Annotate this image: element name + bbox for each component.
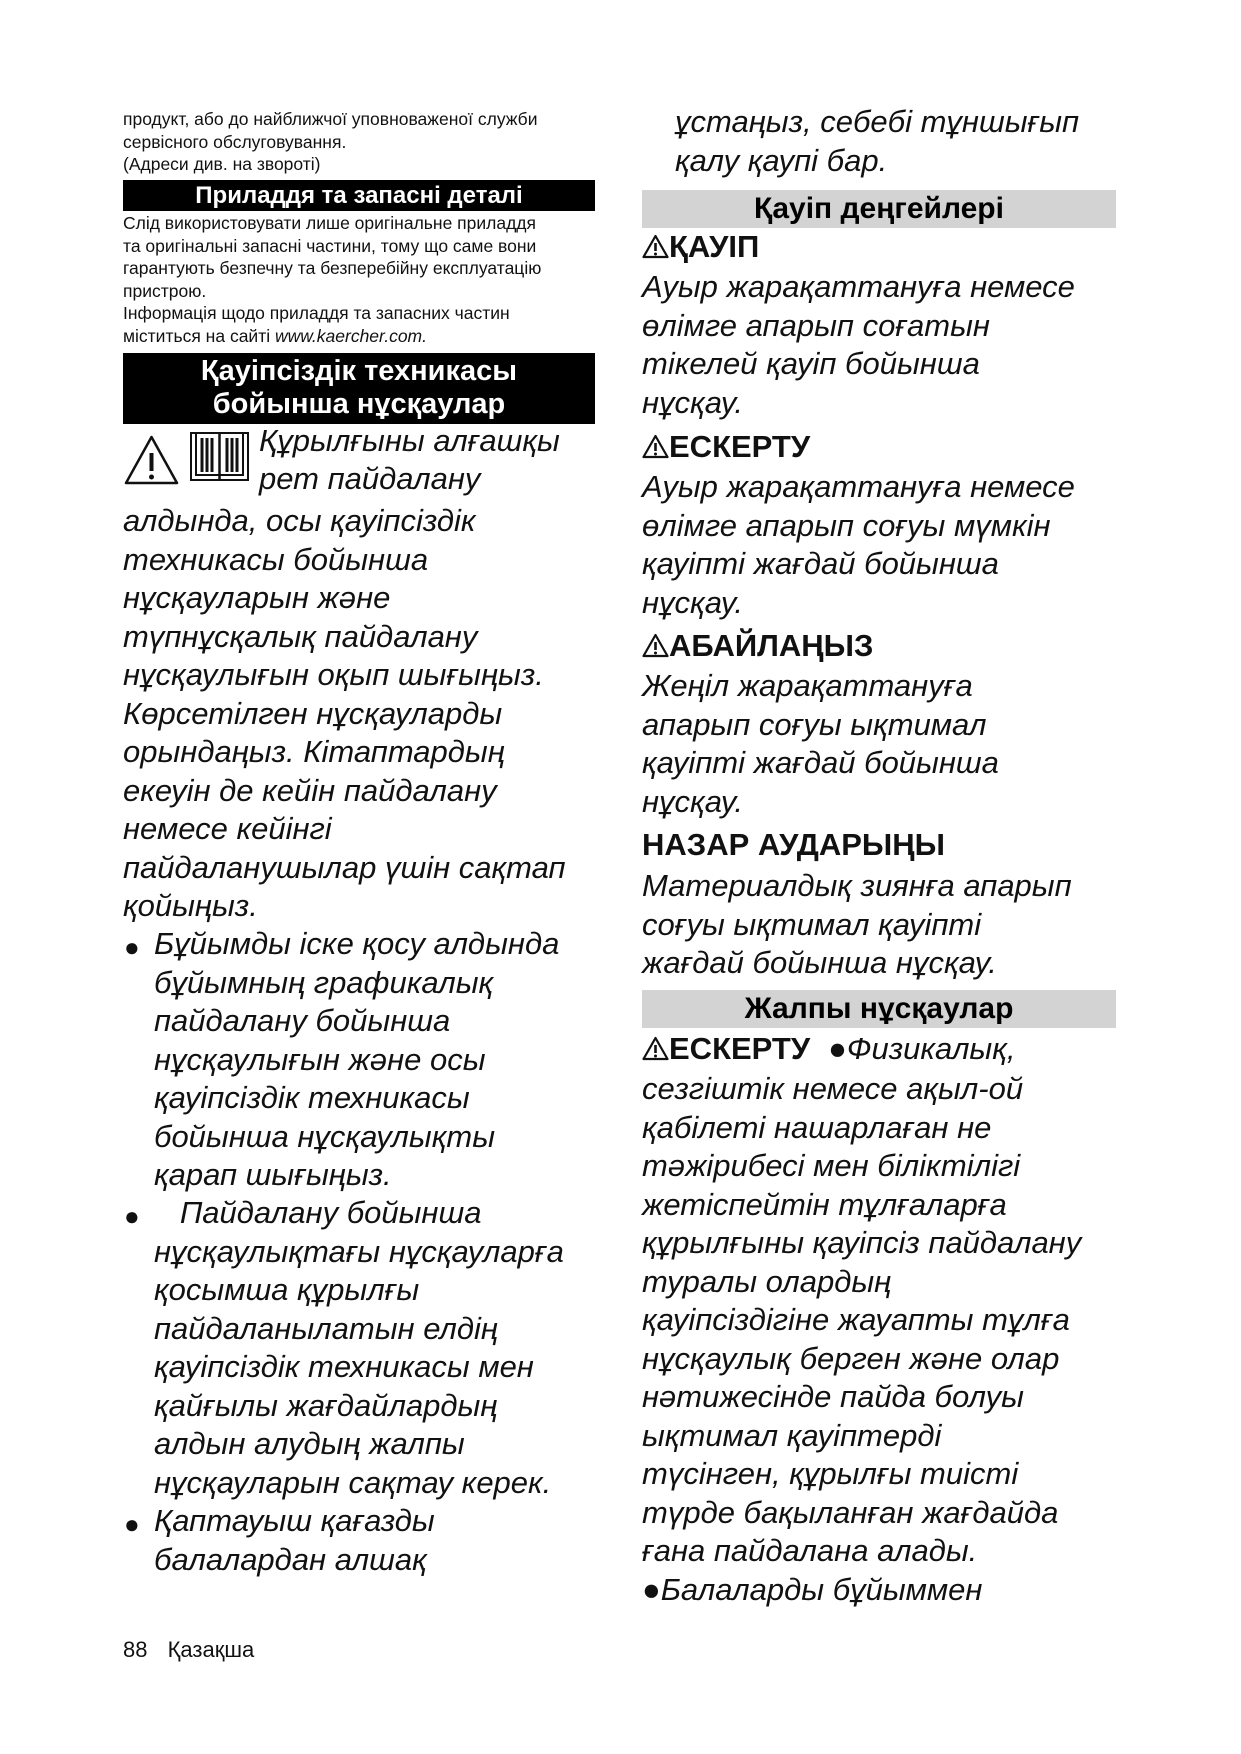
caution-text: Жеңіл жарақаттануға апарып соғуы ықтимал қауіпті жағдай бойынша нұсқау. (642, 668, 999, 819)
warning-triangle-icon (642, 434, 669, 459)
safety-heading: Қауіпсіздік техникасы бойынша нұсқаулар (123, 353, 595, 424)
bullet-item-2: Пайдалану бойынша нұсқаулықтағы нұсқауларға қосымша құрылғы пайдаланылатын елдің қауіпсіздік техникасы мен қайғылы жағдайлардың алдын алудың жалпы нұсқауларын сақтау керек. (154, 1195, 564, 1500)
intro-text: продукт, або до найближчої уповноваженої служби сервісного обслуговування. (Адреси див. на звороті) (123, 109, 538, 174)
accessories-info (123, 302, 595, 347)
warning-heading (642, 428, 810, 466)
page-footer (123, 1636, 254, 1664)
footer-language: Қазақша (167, 1637, 255, 1662)
accessories-heading: Приладдя та запасні деталі (123, 180, 595, 211)
notice-text: Материалдық зиянға апарып соғуы ықтимал қауіпті жағдай бойынша нұсқау. (642, 868, 1072, 980)
general-text: сезгіштік немесе ақыл-ой қабілеті нашарлаған не тәжірибесі мен біліктілігі жетіспейтін тұлғаларға құрылғыны қауіпсіз пайдалану туралы олардың қауіпсіздігіне жауапты тұлға нұсқаулық берген және олар нәтижесінде пайда болуы ықтимал қауіптерді түсінген, құрылғы тиісті түрде бақыланған жағдайда ғана пайдалана алады. ●Балаларды бұйыммен (642, 1071, 1082, 1607)
warning-triangle-icon (123, 434, 180, 486)
warning-triangle-icon (642, 234, 669, 259)
notice-label: НАЗАР АУДАРЫҢЫ (642, 827, 946, 862)
right-column (642, 0, 1120, 1754)
danger-heading (642, 228, 759, 266)
hazard-levels-heading: Қауіп деңгейлері (642, 190, 1116, 228)
left-column (123, 0, 595, 1754)
continuation-text: ұстаңыз, себебі тұншығып қалу қаупі бар. (675, 104, 1080, 178)
warning-text: Ауыр жарақаттануға немесе өлімге апарып соғуы мүмкін қауіпті жағдай бойынша нұсқау. (642, 469, 1075, 620)
warning-triangle-icon (642, 1036, 669, 1061)
safety-intro-rest: алдында, осы қауіпсіздік техникасы бойынша нұсқауларын және түпнұсқалық пайдалану нұсқаулығын оқып шығыңыз. Көрсетілген нұсқауларды орындаңыз. Кітаптардың екеуін де кейін пайдалану немесе кейінгі пайдаланушылар үшін сақтап қойыңыз. (123, 503, 566, 923)
page-number: 88 (123, 1637, 148, 1662)
notice-heading (642, 826, 945, 864)
accessories-text: Слід використовувати лише оригінальне приладдя та оригінальні запасні частини, тому що саме вони гарантують безпечну та безперебійну експлуатацію пристрою. (123, 213, 542, 301)
caution-heading (642, 627, 873, 665)
general-heading: Жалпы нұсқаулар (642, 990, 1116, 1028)
danger-label: ҚАУІП (669, 229, 760, 264)
caution-label: АБАЙЛАҢЫЗ (669, 628, 874, 663)
bullet-dot: ● (124, 1201, 140, 1231)
bullet-dot: ● (124, 1509, 140, 1539)
safety-intro-first: Құрылғыны алғашқы рет пайдалану (259, 423, 560, 496)
bullet-item-3: Қаптауыш қағазды балалардан алшақ (154, 1503, 435, 1577)
open-book-icon (189, 430, 250, 484)
general-warning-heading (642, 1030, 1016, 1068)
danger-text: Ауыр жарақаттануға немесе өлімге апарып соғатын тікелей қауіп бойынша нұсқау. (642, 269, 1075, 420)
bullet-item-1: Бұйымды іске қосу алдында бұйымның графикалық пайдалану бойынша нұсқаулығын және осы қауіпсіздік техникасы бойынша нұсқаулықты қарап шығыңыз. (154, 926, 560, 1192)
general-first-line: ●Физикалық, (828, 1031, 1016, 1066)
accessories-info-text: Інформація щодо приладдя та запасних частин міститься на сайті (123, 303, 510, 346)
warning-label: ЕСКЕРТУ (669, 429, 811, 464)
general-warning-label: ЕСКЕРТУ (669, 1031, 811, 1066)
warning-triangle-icon (642, 633, 669, 658)
bullet-dot: ● (124, 932, 140, 962)
website-link[interactable]: www.kaercher.com. (274, 325, 427, 346)
